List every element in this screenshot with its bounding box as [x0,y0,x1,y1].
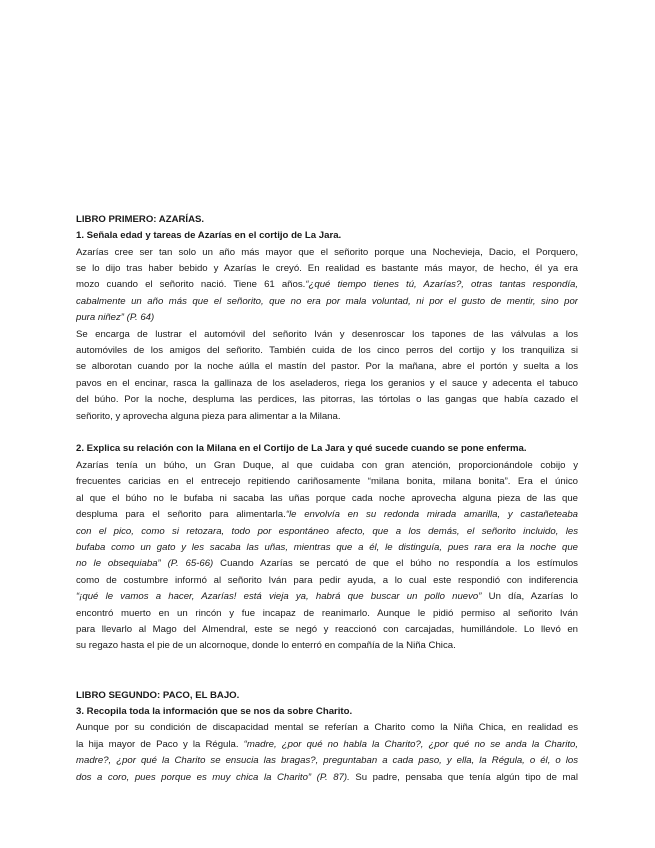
paragraph-line: automóviles de los amigos del señorito. También cuida de los cinco perros del cortijo y los tranquiliza si [76,345,578,357]
plain-text: mozo cuando el señorito nació. Tiene 61 años. [76,279,306,291]
paragraph-line: Azarías tenía un búho, un Gran Duque, al que cuidaba con gran atención, proporcionándole cobijo y [76,459,578,471]
paragraph-line: se alborotan cuando por la noche aúlla el mastín del pastor. Por la mañana, abre el portón y suelta a los [76,361,578,373]
plain-text: despluma para el señorito para alimentarla. [76,509,286,521]
paragraph-line [76,589,578,605]
quote-line: pura niñez” (P. 64) [76,312,155,324]
paragraph-line [76,507,578,523]
plain-text: Su padre, pensaba que tenía algún tipo de mal [349,771,578,783]
quote-line: cabalmente un año más que el señorito, que no era por mala voluntad, ni por el gusto de mentir, sino por [76,295,578,307]
quote-line: madre?, ¿por qué la Charito se ensucia las bragas?, preguntaban a cada paso, y ella, la Régula, o él, o los [76,755,578,767]
paragraph-line: pavos en el encinar, rasca la gallinaza de los aseladeros, riega los geranios y el sauce y adecenta el tabuco [76,377,578,389]
quote-text: “le envolvía en su redonda mirada amarilla, y castañeteaba [285,509,578,521]
question-3-title: 3. Recopila toda la información que se nos da sobre Charito. [76,705,353,717]
paragraph-line: del búho. Por la noche, despluma las perdices, las pitorras, las tórtolas o las gangas que había cazado el [76,394,578,406]
quote-line: bufaba como un gato y les sacaba las uñas, mientras que a él, le distinguía, pues rara era la noche que [76,541,578,553]
quote-text: dos a coro, pues porque es muy chica la Charito” (P. 87). [76,771,350,783]
question-2-title: 2. Explica su relación con la Milana en el Cortijo de La Jara y qué sucede cuando se pone enferma. [76,443,527,455]
paragraph-line [76,556,578,572]
plain-text: Un día, Azarías lo [481,591,578,603]
paragraph-line: Se encarga de lustrar el automóvil del señorito Iván y desenroscar los tapones de las válvulas a los [76,328,578,340]
question-1-title: 1. Señala edad y tareas de Azarías en el cortijo de La Jara. [76,230,342,242]
document-page [76,179,578,786]
paragraph-line: encontró muerto en un rincón y fue incapaz de reanimarlo. Aunque le pidió permiso al señorito Iván [76,607,578,619]
paragraph-line: para llevarlo al Mago del Almendral, este se negó y reaccionó con carcajadas, humillándole. Lo llevó en [76,623,578,635]
quote-text: no le obsequiaba” (P. 65-66) [76,558,214,570]
paragraph-line [76,277,578,293]
quote-text: “madre, ¿por qué no habla la Charito?, ¿por qué no se anda la Charito, [243,738,578,750]
paragraph-line: al que el búho no le bufaba ni sacaba las uñas porque cada noche aprovecha alguna pieza de las que [76,492,578,504]
book2-heading: LIBRO SEGUNDO: PACO, EL BAJO. [76,689,240,701]
quote-text: “¡qué le vamos a hacer, Azarías! está vieja ya, habrá que buscar un pollo nuevo” [76,591,482,603]
paragraph-line [76,737,578,753]
plain-text: la hija mayor de Paco y la Régula. [76,738,244,750]
quote-text: “¿qué tiempo tienes tú, Azarías?, otras tantas respondía, [305,279,578,291]
quote-line: con el pico, como si retozara, todo por espontáneo afecto, que a los demás, el señorito incluido, les [76,525,578,537]
paragraph-line [76,770,578,786]
paragraph-line: su regazo hasta el pie de un alcornoque, donde lo enterró en compañía de la Niña Chica. [76,640,456,652]
paragraph-line: como de costumbre informó al señorito Iván para pedir ayuda, a lo cual este respondió con indiferencia [76,574,578,586]
paragraph-line: se lo dijo tras haber bebido y Azarías le creyó. En realidad es bastante más mayor, de hecho, él ya era [76,263,578,275]
paragraph-line: frecuentes caricias en el entrecejo repitiendo cariñosamente “milana bonita, milana bonita”. Era el único [76,476,578,488]
paragraph-line: Aunque por su condición de discapacidad mental se referían a Charito como la Niña Chica, en realidad es [76,722,578,734]
book1-heading: LIBRO PRIMERO: AZARÍAS. [76,213,205,225]
plain-text: Cuando Azarías se percató de que el búho no respondía a los estímulos [213,558,578,570]
paragraph-line: Azarías cree ser tan solo un año más mayor que el señorito porque una Nochevieja, Dacio, el Porquero, [76,246,578,258]
paragraph-line: señorito, y aprovecha alguna pieza para alimentar a la Milana. [76,410,341,422]
